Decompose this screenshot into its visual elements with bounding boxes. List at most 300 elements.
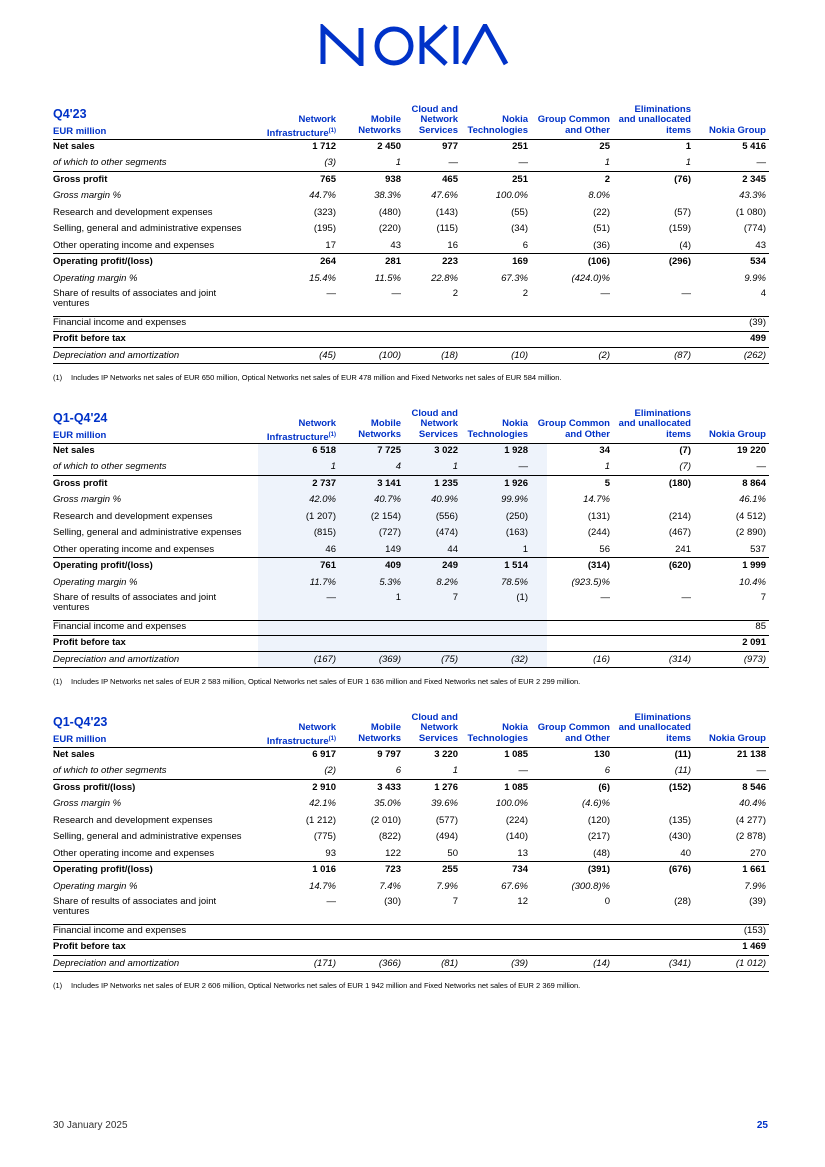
row-label: Depreciation and amortization bbox=[53, 350, 180, 361]
cell-value: (18) bbox=[441, 350, 458, 361]
cell-value: 1 bbox=[330, 461, 336, 472]
cell-value: (494) bbox=[435, 831, 458, 842]
divider bbox=[53, 955, 769, 956]
cell-value: 100.0% bbox=[495, 798, 528, 809]
cell-value: (300.8)% bbox=[571, 881, 610, 892]
cell-value: 35.0% bbox=[374, 798, 401, 809]
row-label: of which to other segments bbox=[53, 765, 167, 776]
cell-value: 2 910 bbox=[312, 782, 336, 793]
cell-value: — bbox=[518, 461, 528, 472]
row-label: Gross profit bbox=[53, 174, 108, 185]
cell-value: 1 235 bbox=[434, 478, 458, 489]
footnote-number: (1) bbox=[53, 981, 63, 990]
cell-value: — bbox=[326, 896, 336, 907]
column-header-line: Nokia Group bbox=[708, 428, 766, 440]
table-row bbox=[53, 174, 769, 188]
table-row bbox=[53, 941, 769, 955]
cell-value: 6 917 bbox=[312, 749, 336, 760]
cell-value: 43 bbox=[390, 240, 401, 251]
column-header-line: Networks bbox=[358, 428, 401, 440]
cell-value: 46.1% bbox=[739, 494, 766, 505]
row-label: Selling, general and administrative expenses bbox=[53, 831, 242, 842]
column-header-line: and Other bbox=[565, 428, 610, 440]
table-row bbox=[53, 240, 769, 254]
divider bbox=[53, 139, 769, 140]
cell-value: 11.7% bbox=[309, 577, 336, 588]
cell-value: 5 416 bbox=[742, 141, 766, 152]
cell-value: 6 bbox=[395, 765, 401, 776]
column-header-line: and Other bbox=[565, 732, 610, 744]
cell-value: 765 bbox=[320, 174, 336, 185]
cell-value: — bbox=[600, 592, 610, 603]
row-label: Operating profit/(loss) bbox=[53, 560, 153, 571]
cell-value: 2 bbox=[452, 288, 458, 299]
cell-value: 43 bbox=[755, 240, 766, 251]
cell-value: (152) bbox=[668, 782, 691, 793]
cell-value: 40.4% bbox=[739, 798, 766, 809]
footnote bbox=[53, 373, 562, 382]
cell-value: 537 bbox=[750, 544, 766, 555]
segment-table-3 bbox=[53, 711, 769, 995]
cell-value: — bbox=[756, 765, 766, 776]
divider bbox=[53, 331, 769, 332]
column-header bbox=[467, 419, 528, 440]
period-title: Q1-Q4'23 bbox=[53, 715, 108, 729]
cell-value: 169 bbox=[512, 256, 528, 267]
row-label: of which to other segments bbox=[53, 157, 167, 168]
table-row bbox=[53, 577, 769, 591]
column-header bbox=[358, 115, 401, 136]
divider bbox=[53, 443, 769, 444]
column-header bbox=[267, 419, 336, 443]
cell-value: 409 bbox=[385, 560, 401, 571]
unit-label: EUR million bbox=[53, 430, 107, 441]
cell-value: 1 bbox=[452, 765, 458, 776]
cell-value: 249 bbox=[442, 560, 458, 571]
cell-value: (774) bbox=[743, 223, 766, 234]
cell-value: (6) bbox=[598, 782, 610, 793]
column-header bbox=[709, 430, 766, 441]
column-header-line: and Other bbox=[565, 124, 610, 136]
cell-value: 11.5% bbox=[374, 273, 401, 284]
cell-value: (815) bbox=[313, 527, 336, 538]
table-row bbox=[53, 544, 769, 558]
footnote-marker: (1) bbox=[328, 735, 336, 742]
row-label: Share of results of associates and joint ventures bbox=[53, 896, 217, 917]
cell-value: 2 091 bbox=[742, 637, 766, 648]
cell-value: (39) bbox=[749, 317, 766, 328]
cell-value: (28) bbox=[674, 896, 691, 907]
cell-value: (2 890) bbox=[735, 527, 766, 538]
column-header bbox=[538, 419, 610, 440]
cell-value: 734 bbox=[512, 864, 528, 875]
cell-value: (480) bbox=[378, 207, 401, 218]
table-row bbox=[53, 511, 769, 525]
column-header-line: Networks bbox=[358, 124, 401, 136]
column-header-line: Technologies bbox=[467, 124, 528, 136]
cell-value: (39) bbox=[749, 896, 766, 907]
row-label: Research and development expenses bbox=[53, 207, 213, 218]
cell-value: 1 276 bbox=[434, 782, 458, 793]
column-header bbox=[412, 409, 458, 441]
table-row bbox=[53, 765, 769, 779]
row-label: Gross margin % bbox=[53, 190, 122, 201]
cell-value: (2) bbox=[324, 765, 336, 776]
column-header-line: Infrastructure bbox=[266, 127, 329, 139]
cell-value: (135) bbox=[668, 815, 691, 826]
cell-value: (171) bbox=[313, 958, 336, 969]
table-row bbox=[53, 749, 769, 763]
row-label: Net sales bbox=[53, 141, 95, 152]
cell-value: 1 712 bbox=[312, 141, 336, 152]
column-header-line: items bbox=[666, 732, 691, 744]
cell-value: — bbox=[448, 157, 458, 168]
cell-value: 38.3% bbox=[374, 190, 401, 201]
cell-value: 149 bbox=[385, 544, 401, 555]
cell-value: 4 bbox=[760, 288, 766, 299]
column-header-line: Group Common bbox=[537, 114, 610, 125]
row-label: Depreciation and amortization bbox=[53, 654, 180, 665]
cell-value: (2 154) bbox=[370, 511, 401, 522]
footnote bbox=[53, 677, 580, 686]
divider bbox=[53, 747, 769, 748]
cell-value: — bbox=[600, 288, 610, 299]
cell-value: (75) bbox=[441, 654, 458, 665]
table-row bbox=[53, 621, 769, 635]
footnote-text: Includes IP Networks net sales of EUR 2 583 million, Optical Networks net sales of EUR 1 636 million and Fixed Networks net sales of EUR 2 299 million. bbox=[71, 677, 581, 686]
cell-value: 1 bbox=[452, 461, 458, 472]
row-label: Operating profit/(loss) bbox=[53, 864, 153, 875]
cell-value: 44.7% bbox=[309, 190, 336, 201]
cell-value: 78.5% bbox=[501, 577, 528, 588]
divider bbox=[53, 475, 769, 476]
cell-value: (159) bbox=[668, 223, 691, 234]
column-header bbox=[267, 115, 336, 139]
cell-value: 7.4% bbox=[379, 881, 401, 892]
table-row bbox=[53, 190, 769, 204]
cell-value: (2 010) bbox=[370, 815, 401, 826]
cell-value: 7 bbox=[452, 592, 458, 603]
column-header bbox=[467, 115, 528, 136]
row-label: of which to other segments bbox=[53, 461, 167, 472]
column-header-line: Mobile bbox=[370, 114, 401, 125]
cell-value: (16) bbox=[593, 654, 610, 665]
column-header-line: Nokia Group bbox=[708, 124, 766, 136]
column-header-line: items bbox=[666, 428, 691, 440]
cell-value: (4.6)% bbox=[582, 798, 610, 809]
row-label: Profit before tax bbox=[53, 333, 126, 344]
column-header bbox=[412, 105, 458, 137]
table-row bbox=[53, 288, 769, 309]
cell-value: 223 bbox=[442, 256, 458, 267]
cell-value: (30) bbox=[384, 896, 401, 907]
table-row bbox=[53, 350, 769, 364]
cell-value: 19 220 bbox=[736, 445, 766, 456]
page-number: 25 bbox=[756, 1120, 768, 1131]
row-label: Operating margin % bbox=[53, 273, 138, 284]
cell-value: (369) bbox=[378, 654, 401, 665]
cell-value: 42.1% bbox=[309, 798, 336, 809]
row-label: Financial income and expenses bbox=[53, 317, 187, 328]
column-header bbox=[709, 734, 766, 745]
row-label: Operating margin % bbox=[53, 881, 138, 892]
cell-value: 2 737 bbox=[312, 478, 336, 489]
cell-value: 1 bbox=[604, 461, 610, 472]
table-row bbox=[53, 782, 769, 796]
table-row bbox=[53, 207, 769, 221]
column-header-line: Cloud and bbox=[411, 407, 458, 419]
row-label: Gross profit bbox=[53, 478, 108, 489]
column-header-line: Networks bbox=[358, 732, 401, 744]
row-label: Net sales bbox=[53, 445, 95, 456]
column-header-line: and unallocated bbox=[618, 722, 691, 733]
footnote-number: (1) bbox=[53, 373, 63, 382]
row-label: Gross margin % bbox=[53, 798, 122, 809]
column-header-line: Nokia Group bbox=[708, 732, 766, 744]
cell-value: (244) bbox=[587, 527, 610, 538]
row-label: Financial income and expenses bbox=[53, 925, 187, 936]
cell-value: 7 bbox=[452, 896, 458, 907]
cell-value: 2 bbox=[604, 174, 610, 185]
table-row bbox=[53, 881, 769, 895]
column-header bbox=[358, 419, 401, 440]
cell-value: (81) bbox=[441, 958, 458, 969]
cell-value: 534 bbox=[750, 256, 766, 267]
row-label: Gross margin % bbox=[53, 494, 122, 505]
cell-value: (467) bbox=[668, 527, 691, 538]
row-label: Profit before tax bbox=[53, 637, 126, 648]
cell-value: (10) bbox=[511, 350, 528, 361]
row-label: Share of results of associates and joint ventures bbox=[53, 288, 217, 309]
cell-value: 465 bbox=[442, 174, 458, 185]
cell-value: (577) bbox=[435, 815, 458, 826]
column-header-line: items bbox=[666, 124, 691, 136]
cell-value: (36) bbox=[593, 240, 610, 251]
cell-value: (366) bbox=[378, 958, 401, 969]
table-row bbox=[53, 461, 769, 475]
cell-value: (556) bbox=[435, 511, 458, 522]
footer-date: 30 January 2025 bbox=[53, 1120, 128, 1131]
footnote-text: Includes IP Networks net sales of EUR 2 606 million, Optical Networks net sales of EUR 1 942 million and Fixed Networks net sales of EUR 2 369 million. bbox=[71, 981, 581, 990]
column-header-line: Eliminations bbox=[634, 711, 691, 723]
cell-value: 14.7% bbox=[309, 881, 336, 892]
table-row bbox=[53, 896, 769, 917]
cell-value: 43.3% bbox=[739, 190, 766, 201]
table-row bbox=[53, 256, 769, 270]
cell-value: 130 bbox=[594, 749, 610, 760]
cell-value: 761 bbox=[320, 560, 336, 571]
column-header bbox=[619, 409, 691, 441]
cell-value: 9.9% bbox=[744, 273, 766, 284]
column-header bbox=[709, 126, 766, 137]
cell-value: 85 bbox=[755, 621, 766, 632]
cell-value: (106) bbox=[587, 256, 610, 267]
cell-value: (57) bbox=[674, 207, 691, 218]
table-row bbox=[53, 864, 769, 878]
row-label: Profit before tax bbox=[53, 941, 126, 952]
cell-value: 16 bbox=[447, 240, 458, 251]
cell-value: 7 bbox=[760, 592, 766, 603]
cell-value: — bbox=[518, 157, 528, 168]
cell-value: 1 661 bbox=[742, 864, 766, 875]
footnote-number: (1) bbox=[53, 677, 63, 686]
cell-value: (7) bbox=[679, 461, 691, 472]
column-header bbox=[412, 713, 458, 745]
unit-label: EUR million bbox=[53, 734, 107, 745]
column-header-line: Group Common bbox=[537, 722, 610, 733]
cell-value: (341) bbox=[668, 958, 691, 969]
column-header-line: Eliminations bbox=[634, 103, 691, 115]
row-label: Selling, general and administrative expenses bbox=[53, 527, 242, 538]
row-label: Other operating income and expenses bbox=[53, 240, 215, 251]
cell-value: (115) bbox=[436, 223, 458, 234]
column-header-line: Mobile bbox=[370, 722, 401, 733]
cell-value: (48) bbox=[593, 848, 610, 859]
column-header-line: Services bbox=[418, 732, 458, 744]
cell-value: 99.9% bbox=[501, 494, 528, 505]
cell-value: (224) bbox=[505, 815, 528, 826]
cell-value: 44 bbox=[447, 544, 458, 555]
cell-value: 67.3% bbox=[501, 273, 528, 284]
row-label: Gross profit/(loss) bbox=[53, 782, 136, 793]
row-label: Operating margin % bbox=[53, 577, 138, 588]
cell-value: 241 bbox=[675, 544, 691, 555]
column-header bbox=[267, 723, 336, 747]
cell-value: 56 bbox=[599, 544, 610, 555]
cell-value: 1 514 bbox=[504, 560, 528, 571]
row-label: Selling, general and administrative expenses bbox=[53, 223, 242, 234]
cell-value: (1 207) bbox=[305, 511, 336, 522]
row-label: Share of results of associates and joint ventures bbox=[53, 592, 217, 613]
cell-value: — bbox=[756, 157, 766, 168]
cell-value: (220) bbox=[378, 223, 401, 234]
footnote-marker: (1) bbox=[328, 431, 336, 438]
cell-value: 1 bbox=[604, 157, 610, 168]
cell-value: 977 bbox=[442, 141, 458, 152]
cell-value: (167) bbox=[313, 654, 336, 665]
cell-value: — bbox=[326, 592, 336, 603]
cell-value: 251 bbox=[512, 174, 528, 185]
column-header-line: Network bbox=[420, 418, 458, 429]
cell-value: (430) bbox=[668, 831, 691, 842]
cell-value: 1 016 bbox=[312, 864, 336, 875]
cell-value: 255 bbox=[442, 864, 458, 875]
cell-value: (3) bbox=[324, 157, 336, 168]
cell-value: 3 433 bbox=[377, 782, 401, 793]
cell-value: 39.6% bbox=[431, 798, 458, 809]
column-header-line: Group Common bbox=[537, 418, 610, 429]
row-label: Other operating income and expenses bbox=[53, 544, 215, 555]
column-header bbox=[538, 115, 610, 136]
column-header bbox=[467, 723, 528, 744]
cell-value: — bbox=[681, 592, 691, 603]
cell-value: (131) bbox=[587, 511, 610, 522]
row-label: Research and development expenses bbox=[53, 511, 213, 522]
cell-value: 42.0% bbox=[309, 494, 336, 505]
cell-value: (163) bbox=[505, 527, 528, 538]
nokia-logo bbox=[320, 24, 510, 66]
table-row bbox=[53, 848, 769, 862]
table-row bbox=[53, 445, 769, 459]
cell-value: 723 bbox=[385, 864, 401, 875]
period-title: Q4'23 bbox=[53, 107, 87, 121]
divider bbox=[53, 347, 769, 348]
cell-value: 1 bbox=[395, 592, 401, 603]
row-label: Other operating income and expenses bbox=[53, 848, 215, 859]
cell-value: (120) bbox=[587, 815, 610, 826]
cell-value: (474) bbox=[435, 527, 458, 538]
cell-value: (195) bbox=[313, 223, 336, 234]
cell-value: 100.0% bbox=[495, 190, 528, 201]
footnote-text: Includes IP Networks net sales of EUR 650 million, Optical Networks net sales of EUR 478 million and Fixed Networks net sales of EUR 584 million. bbox=[71, 373, 562, 382]
cell-value: (1 212) bbox=[305, 815, 336, 826]
cell-value: 7.9% bbox=[744, 881, 766, 892]
cell-value: 0 bbox=[604, 896, 610, 907]
cell-value: 25 bbox=[599, 141, 610, 152]
table-row bbox=[53, 478, 769, 492]
cell-value: (153) bbox=[743, 925, 766, 936]
cell-value: (676) bbox=[668, 864, 691, 875]
column-header-line: Network bbox=[298, 418, 336, 429]
table-row bbox=[53, 637, 769, 651]
column-header-line: Network bbox=[298, 114, 336, 125]
cell-value: (2) bbox=[598, 350, 610, 361]
column-header-line: Network bbox=[420, 722, 458, 733]
column-header-line: Technologies bbox=[467, 732, 528, 744]
cell-value: (391) bbox=[587, 864, 610, 875]
row-label: Financial income and expenses bbox=[53, 621, 187, 632]
column-header bbox=[358, 723, 401, 744]
table-row bbox=[53, 925, 769, 939]
divider bbox=[53, 779, 769, 780]
cell-value: (34) bbox=[511, 223, 528, 234]
column-header-line: Network bbox=[420, 114, 458, 125]
cell-value: 938 bbox=[385, 174, 401, 185]
divider bbox=[53, 635, 769, 636]
cell-value: 34 bbox=[599, 445, 610, 456]
cell-value: 1 bbox=[395, 157, 401, 168]
cell-value: (1 080) bbox=[735, 207, 766, 218]
cell-value: 251 bbox=[512, 141, 528, 152]
table-row bbox=[53, 333, 769, 347]
divider bbox=[53, 651, 769, 652]
cell-value: (214) bbox=[668, 511, 691, 522]
cell-value: 8 546 bbox=[742, 782, 766, 793]
cell-value: 17 bbox=[325, 240, 336, 251]
table-row bbox=[53, 560, 769, 574]
cell-value: 9 797 bbox=[377, 749, 401, 760]
cell-value: 50 bbox=[447, 848, 458, 859]
cell-value: 122 bbox=[385, 848, 401, 859]
column-header-line: and unallocated bbox=[618, 114, 691, 125]
cell-value: 8.0% bbox=[588, 190, 610, 201]
cell-value: 5 bbox=[604, 478, 610, 489]
cell-value: 46 bbox=[325, 544, 336, 555]
cell-value: 1 926 bbox=[504, 478, 528, 489]
period-title: Q1-Q4'24 bbox=[53, 411, 108, 425]
cell-value: 1 bbox=[685, 157, 691, 168]
cell-value: (1) bbox=[516, 592, 528, 603]
cell-value: 8.2% bbox=[436, 577, 458, 588]
table-row bbox=[53, 157, 769, 171]
cell-value: (11) bbox=[674, 765, 691, 776]
table-row bbox=[53, 592, 769, 613]
column-header-line: and unallocated bbox=[618, 418, 691, 429]
cell-value: 3 022 bbox=[434, 445, 458, 456]
cell-value: (727) bbox=[378, 527, 401, 538]
cell-value: 7.9% bbox=[436, 881, 458, 892]
cell-value: 40.7% bbox=[374, 494, 401, 505]
